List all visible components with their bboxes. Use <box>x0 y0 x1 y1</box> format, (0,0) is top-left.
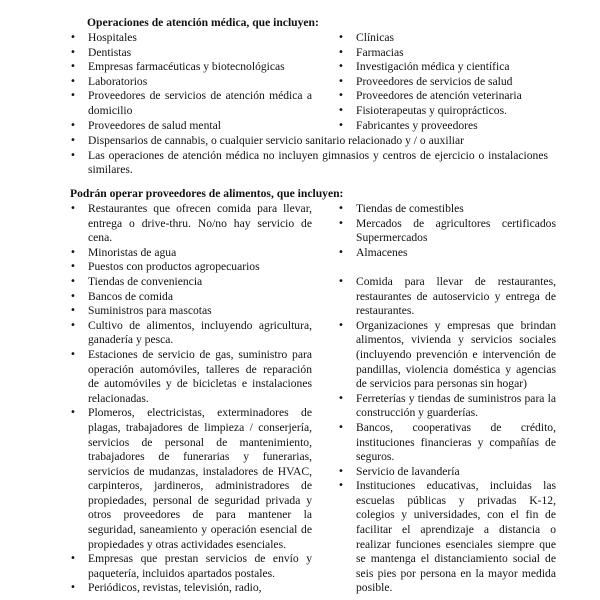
list-item: • Dentistas <box>70 46 312 61</box>
list-item: • Empresas que prestan servicios de envío y paquetería, incluidos apartados postales. <box>70 552 312 581</box>
list-item: • Tiendas de comestibles <box>338 202 556 217</box>
list-item: • Clínicas <box>338 31 568 46</box>
section-heading-healthcare: Operaciones de atención médica, que incluyen: <box>87 16 319 29</box>
healthcare-list-right <box>338 31 568 133</box>
list-item: • Servicio de lavandería <box>338 465 556 480</box>
list-item: • Instituciones educativas, incluidas las escuelas públicas y privadas K-12, colegios y universidades, con el fin de facilitar el aprendizaje a distancia o realizar funciones esenciales siempre que se mantenga el distanciamiento social de seis pies por persona en la mayor medida posible. <box>338 479 556 596</box>
list-item: • Tiendas de conveniencia <box>70 275 312 290</box>
list-item: • Investigación médica y científica <box>338 60 568 75</box>
list-item: • Organizaciones y empresas que brindan alimentos, vivienda y servicios sociales (incluyendo prevención e intervención de pandillas, violencia doméstica y agencias de servicios para personas sin hogar) <box>338 319 556 392</box>
list-item: • Bancos, cooperativas de crédito, instituciones financieras y compañías de seguros. <box>338 421 556 465</box>
list-item: • Farmacias <box>338 46 568 61</box>
list-item: • Plomeros, electricistas, exterminadores de plagas, trabajadores de limpieza / conserjería, servicios de personal de mantenimiento, trabajadores de funerarias y funerarias, servicios de mudanzas, instaladores de HVAC, carpinteros, jardineros, administradores de propiedades, personal de seguridad privada y otros proveedores de para mantener la seguridad, saneamiento y operación esencial de propiedades y otras actividades esenciales. <box>70 406 312 552</box>
list-item: • Proveedores de servicios de salud <box>338 75 568 90</box>
list-item: • Estaciones de servicio de gas, suministro para operación automóviles, talleres de reparación de automóviles y de bicicletas e instalaciones relacionadas. <box>70 348 312 406</box>
list-item: • Cultivo de alimentos, incluyendo agricultura, ganadería y pesca. <box>70 319 312 348</box>
food-list-left <box>70 202 312 596</box>
list-item: • Comida para llevar de restaurantes, restaurantes de autoservicio y entrega de restaurantes. <box>338 275 556 319</box>
food-list-right <box>338 202 556 596</box>
list-item: • Laboratorios <box>70 75 312 90</box>
list-item: • Proveedores de salud mental <box>70 119 312 134</box>
list-item: • Hospitales <box>70 31 312 46</box>
healthcare-list-full <box>70 134 548 178</box>
list-item: • Suministros para mascotas <box>70 304 312 319</box>
list-item: • Fisioterapeutas y quiroprácticos. <box>338 104 568 119</box>
list-item: • Periódicos, revistas, televisión, radio, <box>70 581 312 596</box>
list-item: • Puestos con productos agropecuarios <box>70 260 312 275</box>
healthcare-list-left <box>70 31 312 133</box>
list-item: • Ferreterías y tiendas de suministros para la construcción y guarderías. <box>338 392 556 421</box>
list-item: • Empresas farmacéuticas y biotecnológicas <box>70 60 312 75</box>
list-item: • Dispensarios de cannabis, o cualquier servicio sanitario relacionado y / o auxiliar <box>70 134 548 149</box>
list-item: • Proveedores de atención veterinaria <box>338 89 568 104</box>
list-item: • Las operaciones de atención médica no incluyen gimnasios y centros de ejercicio o instalaciones similares. <box>70 149 548 178</box>
list-item: • Proveedores de servicios de atención médica a domicilio <box>70 89 312 118</box>
list-item: • Fabricantes y proveedores <box>338 119 568 134</box>
list-item: • Mercados de agricultores certificados Supermercados <box>338 217 556 246</box>
list-item: • Almacenes <box>338 246 556 261</box>
section-heading-food-providers: Podrán operar proveedores de alimentos, que incluyen: <box>70 187 344 200</box>
list-item: • Bancos de comida <box>70 290 312 305</box>
list-item: • Minoristas de agua <box>70 246 312 261</box>
list-item: • Restaurantes que ofrecen comida para llevar, entrega o drive-thru. No/no hay servicio de cena. <box>70 202 312 246</box>
